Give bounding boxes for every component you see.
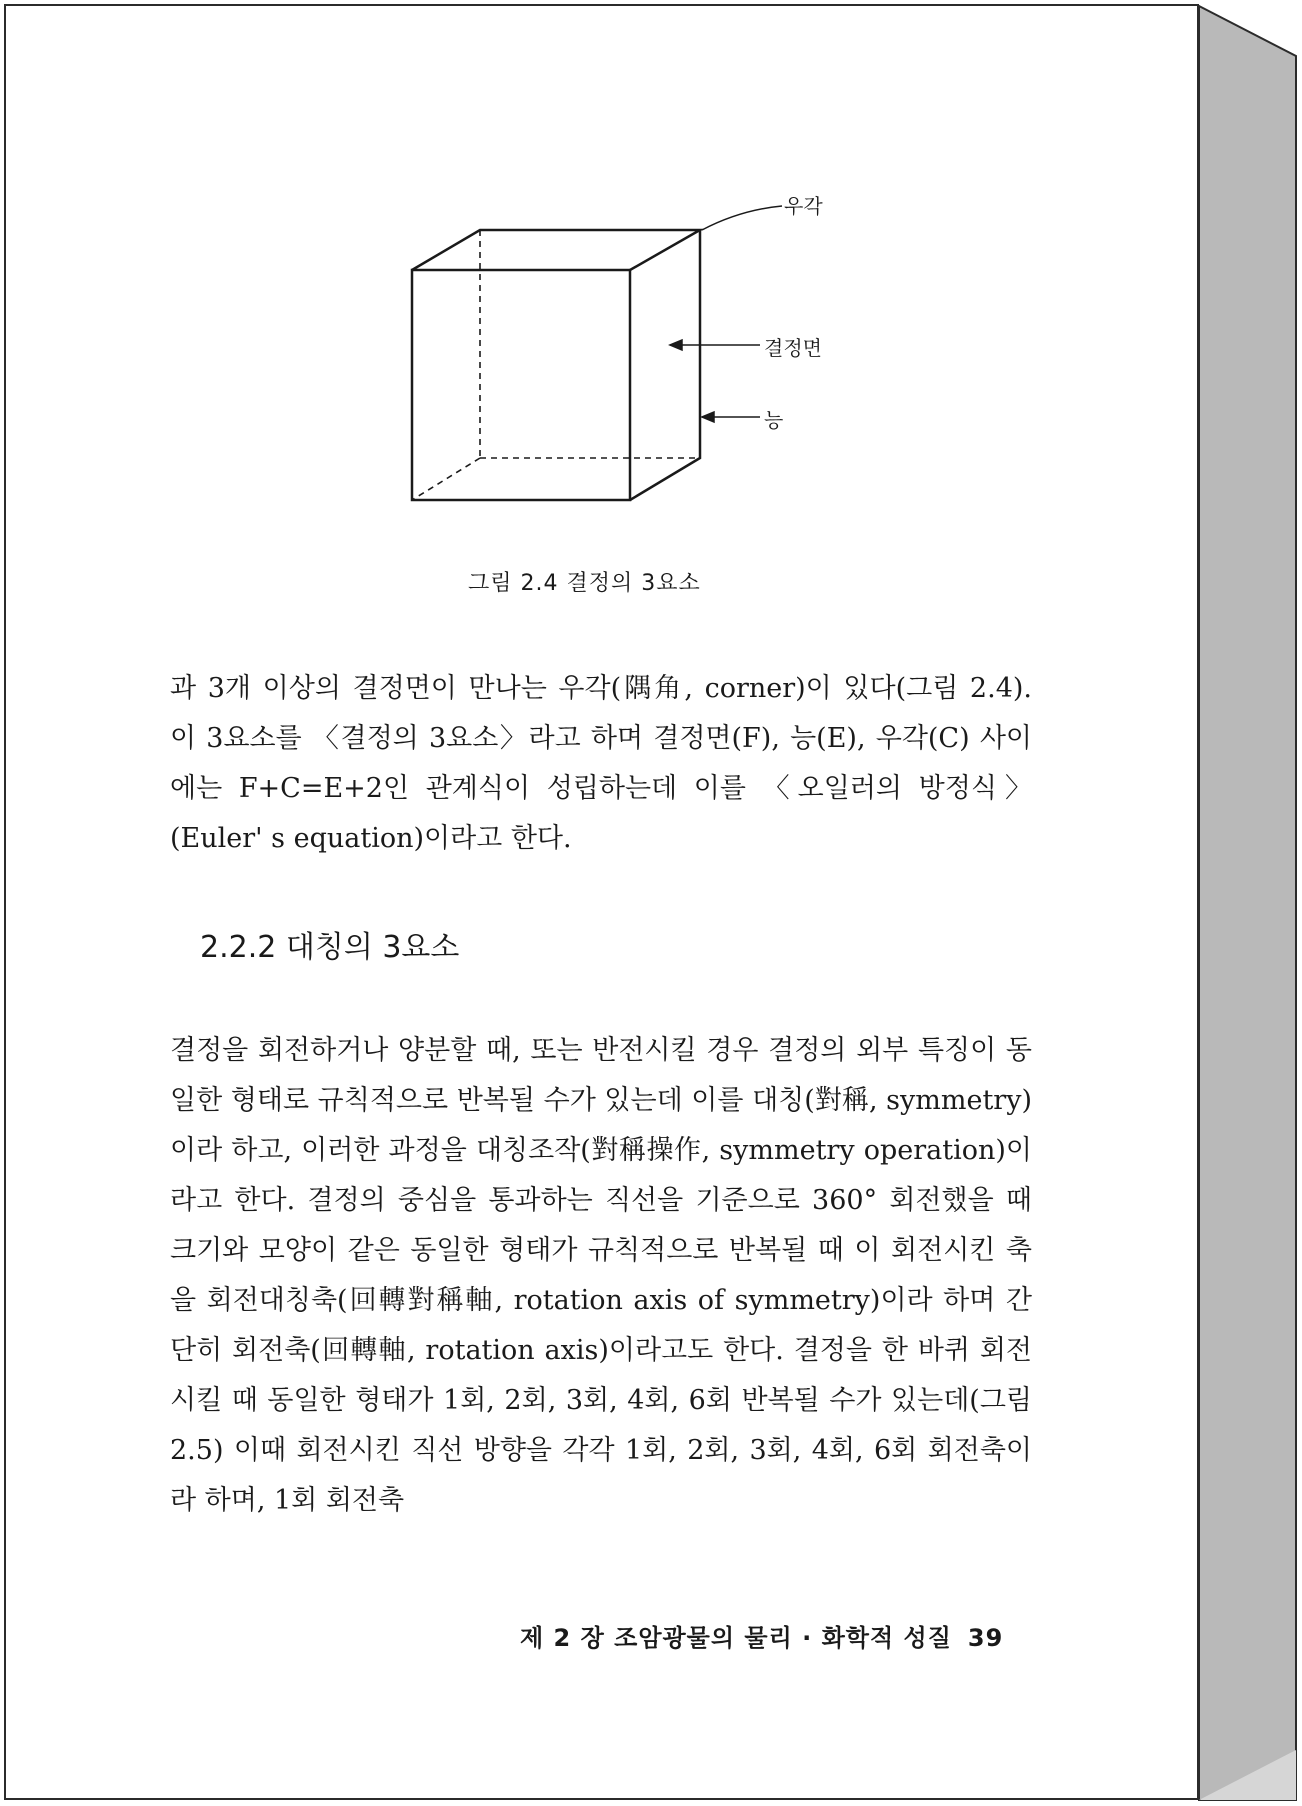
paragraph-crystal-elements: 과 3개 이상의 결정면이 만나는 우각(隅角, corner)이 있다(그림 2.4). 이 3요소를 〈결정의 3요소〉라고 하며 결정면(F), 능(E), 우각(C) 사이에는 F+C=E+2인 관계식이 성립하는데 이를 〈오일러의 방정식〉(Euler' s equation)이라고 한다. bbox=[170, 673, 1032, 854]
label-face: 결정면 bbox=[764, 336, 822, 360]
cube-front-face bbox=[412, 270, 630, 500]
cube-right-edges bbox=[630, 230, 700, 500]
chapter-title: 제 2 장 조암광물의 물리 · 화학적 성질 bbox=[520, 1624, 952, 1652]
label-corner: 우각 bbox=[784, 194, 823, 218]
paragraph-symmetry: 결정을 회전하거나 양분할 때, 또는 반전시킬 경우 결정의 외부 특징이 동일한 형태로 규칙적으로 반복될 수가 있는데 이를 대칭(對稱, symmetry)이라 하고, 이러한 과정을 대칭조작(對稱操作, symmetry operation)이라고 한다. 결정의 중심을 통과하는 직선을 기준으로 360° 회전했을 때 크기와 모양이 같은 동일한 형태가 규칙적으로 반복될 때 이 회전시킨 축을 회전대칭축(回轉對稱軸, rotation axis of symmetry)이라 하며 간단히 회전축(回轉軸, rotation axis)이라고도 한다. 결정을 한 바퀴 회전시킬 때 동일한 형태가 1회, 2회, 3회, 4회, 6회 반복될 수가 있는데(그림 2.5) 이때 회전시킨 직선 방향을 각각 1회, 2회, 3회, 4회, 6회 회전축이라 하며, 1회 회전축 bbox=[170, 1035, 1032, 1516]
label-edge: 능 bbox=[764, 408, 784, 432]
cube-figure bbox=[390, 180, 870, 520]
figure-caption: 그림 2.4 결정의 3요소 bbox=[468, 571, 701, 596]
cube-top-edges bbox=[412, 230, 700, 270]
section-heading: 2.2.2 대칭의 3요소 bbox=[200, 930, 460, 965]
face-arrowhead bbox=[670, 340, 682, 350]
page-footer bbox=[520, 1618, 1003, 1653]
edge-arrowhead bbox=[702, 412, 714, 422]
corner-leader bbox=[702, 206, 782, 230]
page-number: 39 bbox=[967, 1624, 1004, 1652]
